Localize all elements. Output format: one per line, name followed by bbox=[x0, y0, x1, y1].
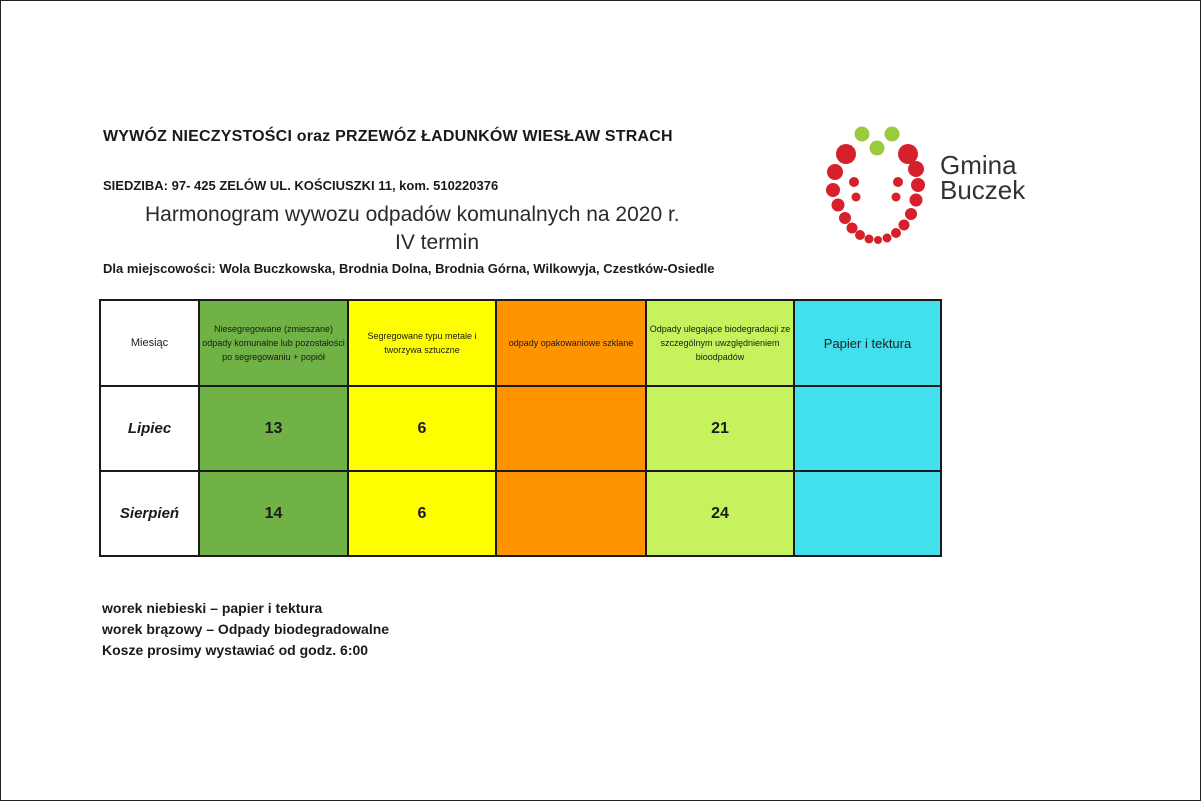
header-mixed-waste: Niesegregowane (zmieszane) odpady komunalne lub pozostałości po segregowaniu + popiół bbox=[199, 300, 348, 386]
schedule-title: Harmonogram wywozu odpadów komunalnych na 2020 r. bbox=[145, 203, 680, 226]
company-address: SIEDZIBA: 97- 425 ZELÓW UL. KOŚCIUSZKI 11, kom. 510220376 bbox=[103, 178, 499, 193]
bio-cell: 24 bbox=[646, 471, 794, 556]
schedule-subtitle: IV termin bbox=[395, 231, 480, 254]
note-line: worek brązowy – Odpady biodegradowalne bbox=[102, 621, 390, 637]
header-glass: odpady opakowaniowe szklane bbox=[496, 300, 646, 386]
note-line: Kosze prosimy wystawiać od godz. 6:00 bbox=[102, 642, 369, 658]
metal-cell: 6 bbox=[348, 386, 496, 471]
glass-cell bbox=[496, 386, 646, 471]
localities-line: Dla miejscowości: Wola Buczkowska, Brodnia Dolna, Brodnia Górna, Wilkowyja, Czestków-Osiedle bbox=[103, 261, 715, 276]
bio-cell: 21 bbox=[646, 386, 794, 471]
glass-cell bbox=[496, 471, 646, 556]
logo-text-gmina: Gmina bbox=[940, 150, 1017, 180]
paper-cell bbox=[794, 471, 941, 556]
header-metal-plastic: Segregowane typu metale i tworzywa sztuczne bbox=[348, 300, 496, 386]
header-month: Miesiąc bbox=[100, 300, 199, 386]
header-biodegradable: Odpady ulegające biodegradacji ze szczególnym uwzględnieniem bioodpadów bbox=[646, 300, 794, 386]
header-paper: Papier i tektura bbox=[794, 300, 941, 386]
note-line: worek niebieski – papier i tektura bbox=[102, 600, 323, 616]
metal-cell: 6 bbox=[348, 471, 496, 556]
mixed-cell: 14 bbox=[199, 471, 348, 556]
mixed-cell: 13 bbox=[199, 386, 348, 471]
paper-cell bbox=[794, 386, 941, 471]
company-name: WYWÓZ NIECZYSTOŚCI oraz PRZEWÓZ ŁADUNKÓW WIESŁAW STRACH bbox=[103, 128, 673, 145]
table-header-row bbox=[100, 300, 941, 386]
notes-block bbox=[102, 598, 389, 661]
month-cell: Lipiec bbox=[100, 386, 199, 471]
table-row bbox=[100, 386, 941, 471]
month-cell: Sierpień bbox=[100, 471, 199, 556]
table-row bbox=[100, 471, 941, 556]
logo-text-buczek: Buczek bbox=[940, 175, 1026, 205]
schedule-table bbox=[99, 299, 942, 557]
